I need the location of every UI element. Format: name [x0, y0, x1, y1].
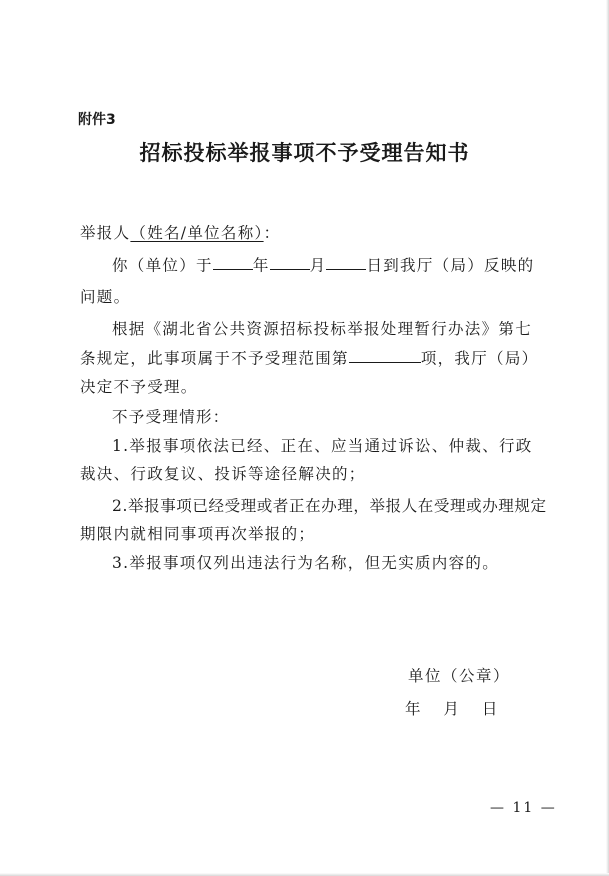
para2-line1: 根据《湖北省公共资源招标投标举报处理暂行办法》第七 [112, 320, 533, 338]
salutation-prefix: 举报人 [80, 224, 131, 242]
case-1-line2: 裁决、行政复议、投诉等途径解决的； [80, 465, 366, 483]
cases-heading: 不予受理情形： [112, 408, 230, 426]
para1-line1 [112, 253, 534, 275]
case-3-line1: 3.举报事项仅列出违法行为名称，但无实质内容的。 [112, 554, 499, 572]
unit-seal-label: 单位（公章） [408, 667, 511, 685]
day-blank [326, 253, 366, 270]
month-label: 月 [309, 256, 327, 275]
para2-line2 [80, 346, 538, 368]
case-2-line2: 期限内就相同事项再次举报的； [80, 525, 316, 543]
salutation-line [80, 221, 280, 243]
month-blank [270, 253, 310, 270]
attachment-label: 附件3 [78, 112, 116, 128]
para2-text-a: 条规定，此事项属于不予受理范围第 [80, 349, 349, 368]
salutation-colon: ： [263, 224, 281, 242]
item-number-blank [349, 346, 421, 363]
para2-line3: 决定不予受理。 [80, 378, 198, 396]
document-title: 招标投标举报事项不予受理告知书 [139, 141, 470, 165]
para1-line2: 问题。 [80, 288, 131, 306]
signature-date: 年 月 日 [405, 700, 498, 718]
para1-text-a: 你（单位）于 [112, 256, 213, 275]
case-2-line1: 2.举报事项已经受理或者正在办理，举报人在受理或办理规定 [112, 497, 547, 515]
para1-text-b: 日到我厅（局）反映的 [366, 256, 535, 275]
para2-text-b: 项，我厅（局） [420, 349, 539, 368]
year-blank [213, 253, 253, 270]
case-1-line1: 1.举报事项依法已经、正在、应当通过诉讼、仲裁、行政 [112, 437, 533, 455]
name-placeholder: （姓名/单位名称） [130, 224, 264, 242]
year-label: 年 [252, 256, 270, 275]
page-number: — 11 — [490, 800, 557, 816]
